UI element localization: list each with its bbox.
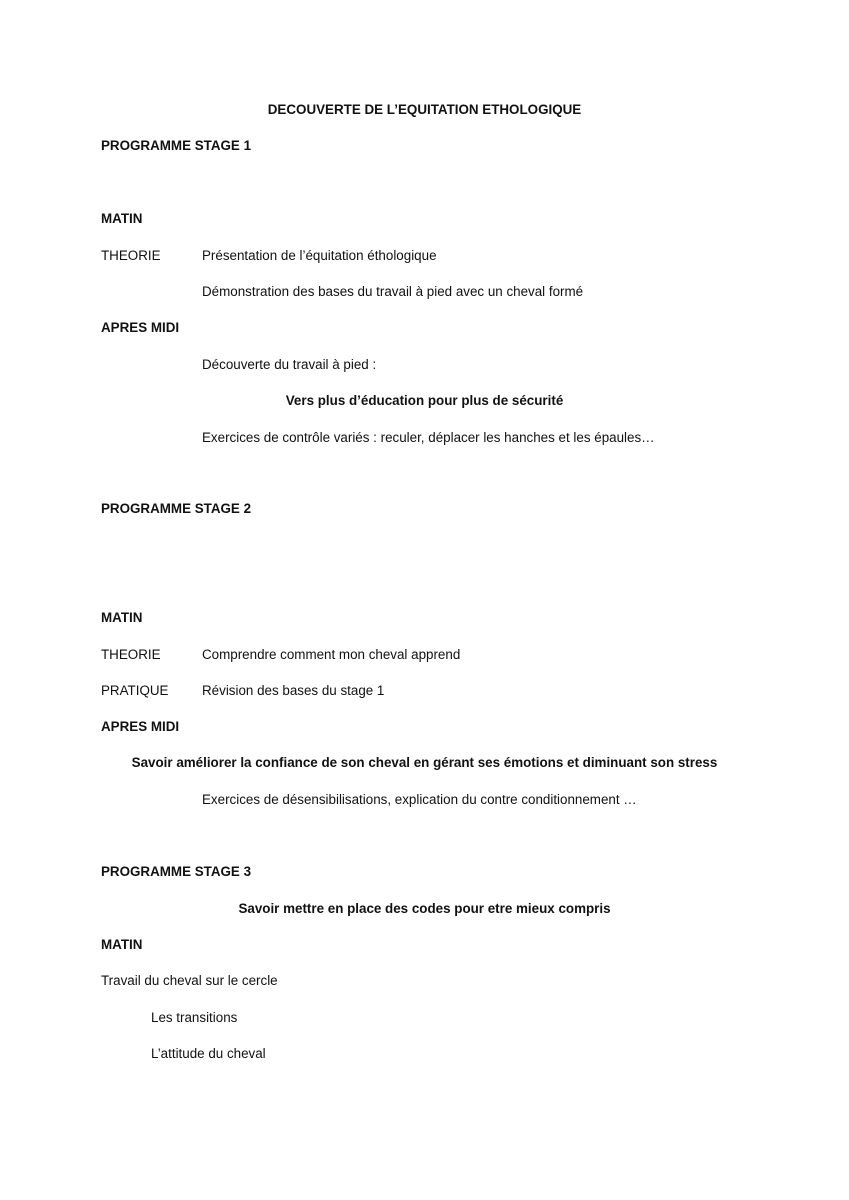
stage2-theorie-label: THEORIE	[101, 647, 161, 662]
stage2-pratique-label: PRATIQUE	[101, 683, 169, 698]
stage1-theorie-line1: Présentation de l’équitation éthologique	[202, 248, 437, 263]
stage2-apres-midi-heading: APRES MIDI	[101, 719, 180, 734]
document-title: DECOUVERTE DE L’EQUITATION ETHOLOGIQUE	[267, 102, 582, 117]
stage1-pm-subtitle: Vers plus d’éducation pour plus de sécurité	[285, 393, 564, 408]
stage2-pm-line: Exercices de désensibilisations, explication du contre conditionnement …	[202, 792, 637, 807]
stage3-subtitle: Savoir mettre en place des codes pour etre mieux compris	[238, 901, 611, 916]
stage1-heading: PROGRAMME STAGE 1	[101, 138, 252, 153]
stage1-theorie-label: THEORIE	[101, 248, 161, 263]
stage1-pm-line1: Découverte du travail à pied :	[202, 357, 377, 372]
stage3-line2: Les transitions	[151, 1010, 238, 1025]
stage1-matin-heading: MATIN	[101, 211, 143, 226]
stage1-apres-midi-heading: APRES MIDI	[101, 320, 180, 335]
stage2-heading: PROGRAMME STAGE 2	[101, 501, 252, 516]
stage1-pm-line2: Exercices de contrôle variés : reculer, déplacer les hanches et les épaules…	[202, 430, 655, 445]
stage3-line1: Travail du cheval sur le cercle	[101, 973, 278, 988]
stage1-theorie-line2: Démonstration des bases du travail à pied avec un cheval formé	[202, 284, 584, 299]
stage2-matin-heading: MATIN	[101, 610, 143, 625]
stage3-line3: L’attitude du cheval	[151, 1046, 266, 1061]
stage3-matin-heading: MATIN	[101, 937, 143, 952]
stage2-theorie-text: Comprendre comment mon cheval apprend	[202, 647, 461, 662]
stage2-pm-subtitle: Savoir améliorer la confiance de son cheval en gérant ses émotions et diminuant son stress	[131, 755, 718, 770]
stage2-pratique-text: Révision des bases du stage 1	[202, 683, 385, 698]
stage3-heading: PROGRAMME STAGE 3	[101, 864, 252, 879]
